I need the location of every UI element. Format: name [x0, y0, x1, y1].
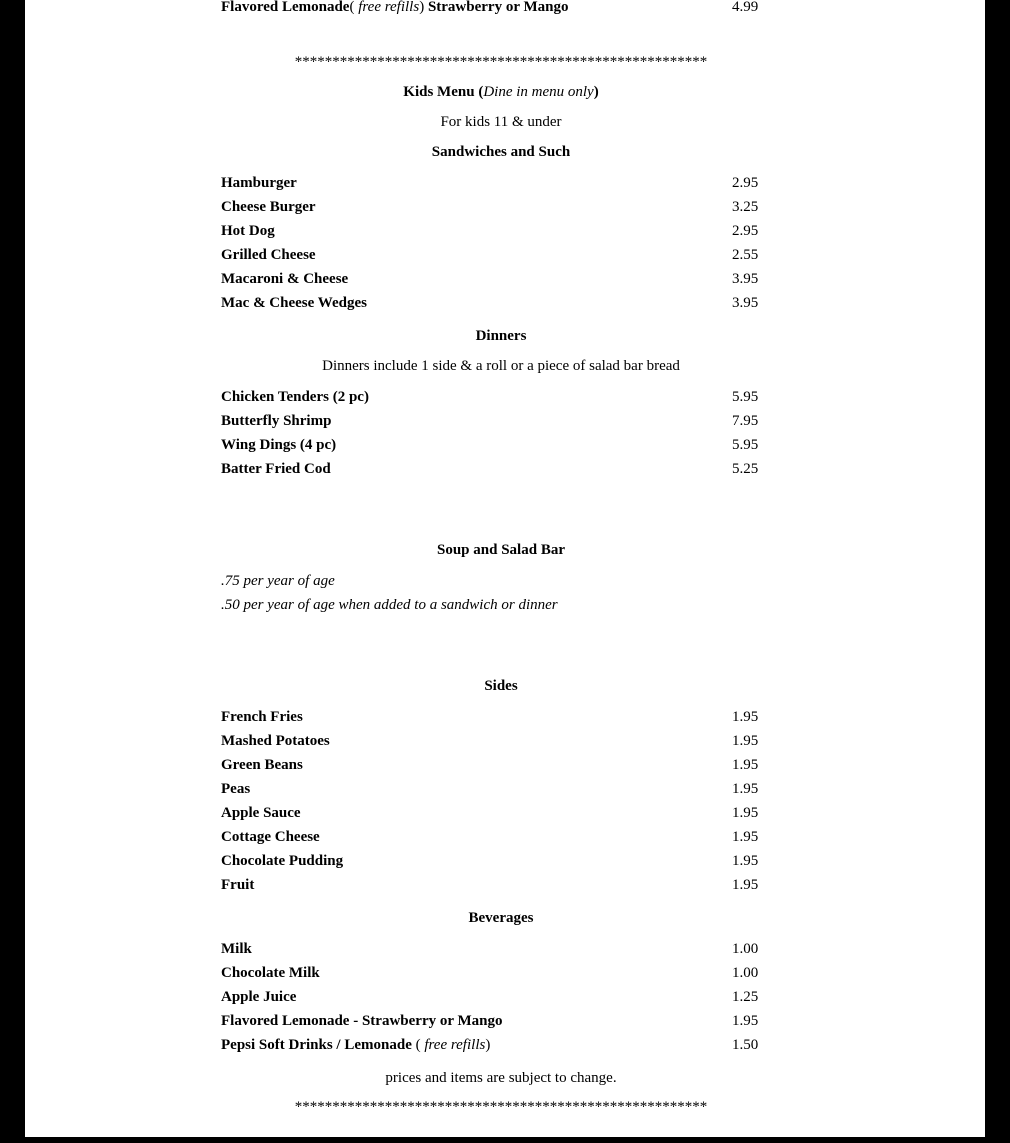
menu-item-name: Apple Juice — [221, 989, 297, 1005]
menu-item-price: 5.95 — [732, 389, 759, 405]
menu-row — [221, 985, 781, 1009]
menu-item-price: 1.95 — [732, 877, 759, 893]
kids-menu-title: Kids Menu (Dine in menu only) — [403, 84, 599, 100]
menu-item-name: Chocolate Milk — [221, 965, 320, 981]
menu-row — [221, 433, 781, 457]
menu-item-price: 2.95 — [732, 223, 759, 239]
menu-item-name: Flavored Lemonade - Strawberry or Mango — [221, 1013, 503, 1029]
menu-item-price: 3.95 — [732, 271, 759, 287]
menu-row — [221, 777, 781, 801]
section-heading-beverages: Beverages — [468, 910, 534, 926]
menu-item-price: 5.95 — [732, 437, 759, 453]
menu-item-name: Apple Sauce — [221, 805, 301, 821]
menu-row — [221, 729, 781, 753]
divider-top: ******************************************************* — [294, 54, 708, 70]
section-heading-sides: Sides — [484, 678, 518, 694]
menu-item-price: 1.95 — [732, 805, 759, 821]
menu-row — [221, 291, 781, 315]
menu-row — [221, 873, 781, 897]
section-heading-soup-salad: Soup and Salad Bar — [437, 542, 565, 558]
section-heading-sandwiches: Sandwiches and Such — [431, 144, 571, 160]
menu-item-name: Batter Fried Cod — [221, 461, 331, 477]
menu-item-name: Pepsi Soft Drinks / Lemonade ( free refills) — [221, 1037, 491, 1053]
menu-item-price: 1.00 — [732, 965, 759, 981]
menu-item-name: Cheese Burger — [221, 199, 316, 215]
beverages-list — [221, 937, 781, 1057]
menu-item-price: 1.95 — [732, 829, 759, 845]
menu-row — [221, 457, 781, 481]
menu-row-flavored-lemonade-adult — [221, 0, 761, 19]
kids-age-note: For kids 11 & under — [440, 114, 562, 130]
menu-item-price: 4.99 — [732, 0, 759, 15]
menu-row — [221, 385, 781, 409]
menu-item-name: Flavored Lemonade( free refills) Strawberry or Mango — [221, 0, 569, 15]
dinners-note: Dinners include 1 side & a roll or a piece of salad bar bread — [322, 358, 680, 374]
menu-row — [221, 849, 781, 873]
menu-item-price: 2.95 — [732, 175, 759, 191]
menu-item-name: Hot Dog — [221, 223, 275, 239]
menu-item-name: Milk — [221, 941, 252, 957]
menu-row — [221, 825, 781, 849]
menu-item-name: Mashed Potatoes — [221, 733, 330, 749]
menu-item-price: 1.95 — [732, 757, 759, 773]
menu-row — [221, 801, 781, 825]
menu-item-name: Chicken Tenders (2 pc) — [221, 389, 369, 405]
menu-row — [221, 267, 781, 291]
menu-item-name: Butterfly Shrimp — [221, 413, 332, 429]
menu-item-price: 1.95 — [732, 853, 759, 869]
menu-row — [221, 961, 781, 985]
divider-bottom: ******************************************************* — [294, 1099, 708, 1115]
menu-row — [221, 409, 781, 433]
footer-note: prices and items are subject to change. — [385, 1070, 617, 1086]
menu-row — [221, 243, 781, 267]
menu-item-name: Wing Dings (4 pc) — [221, 437, 337, 453]
menu-item-price: 1.50 — [732, 1037, 759, 1053]
menu-row — [221, 171, 781, 195]
dinners-list — [221, 385, 781, 481]
menu-item-name: Mac & Cheese Wedges — [221, 295, 367, 311]
menu-item-name: Chocolate Pudding — [221, 853, 344, 869]
menu-item-price: 1.95 — [732, 733, 759, 749]
menu-row — [221, 1009, 781, 1033]
menu-row — [221, 195, 781, 219]
menu-page — [25, 0, 985, 1137]
soup-salad-price-line-1: .75 per year of age — [221, 573, 335, 589]
menu-item-price: 3.25 — [732, 199, 759, 215]
menu-row — [221, 753, 781, 777]
sides-list — [221, 705, 781, 897]
menu-item-price: 5.25 — [732, 461, 759, 477]
menu-item-price: 1.95 — [732, 709, 759, 725]
menu-item-price: 1.95 — [732, 1013, 759, 1029]
menu-item-name: Hamburger — [221, 175, 297, 191]
menu-item-name: Grilled Cheese — [221, 247, 316, 263]
menu-item-name: Fruit — [221, 877, 255, 893]
menu-item-price: 3.95 — [732, 295, 759, 311]
menu-row — [221, 1033, 781, 1057]
menu-item-name: Peas — [221, 781, 251, 797]
menu-row — [221, 705, 781, 729]
menu-item-price: 1.25 — [732, 989, 759, 1005]
menu-row — [221, 937, 781, 961]
soup-salad-price-line-2: .50 per year of age when added to a sandwich or dinner — [221, 597, 558, 613]
menu-item-price: 7.95 — [732, 413, 759, 429]
section-heading-dinners: Dinners — [475, 328, 527, 344]
menu-row — [221, 219, 781, 243]
menu-item-price: 1.00 — [732, 941, 759, 957]
menu-item-name: Cottage Cheese — [221, 829, 320, 845]
sandwiches-list — [221, 171, 781, 315]
menu-item-price: 2.55 — [732, 247, 759, 263]
menu-item-price: 1.95 — [732, 781, 759, 797]
menu-item-name: Macaroni & Cheese — [221, 271, 349, 287]
menu-item-name: Green Beans — [221, 757, 303, 773]
menu-item-name: French Fries — [221, 709, 303, 725]
